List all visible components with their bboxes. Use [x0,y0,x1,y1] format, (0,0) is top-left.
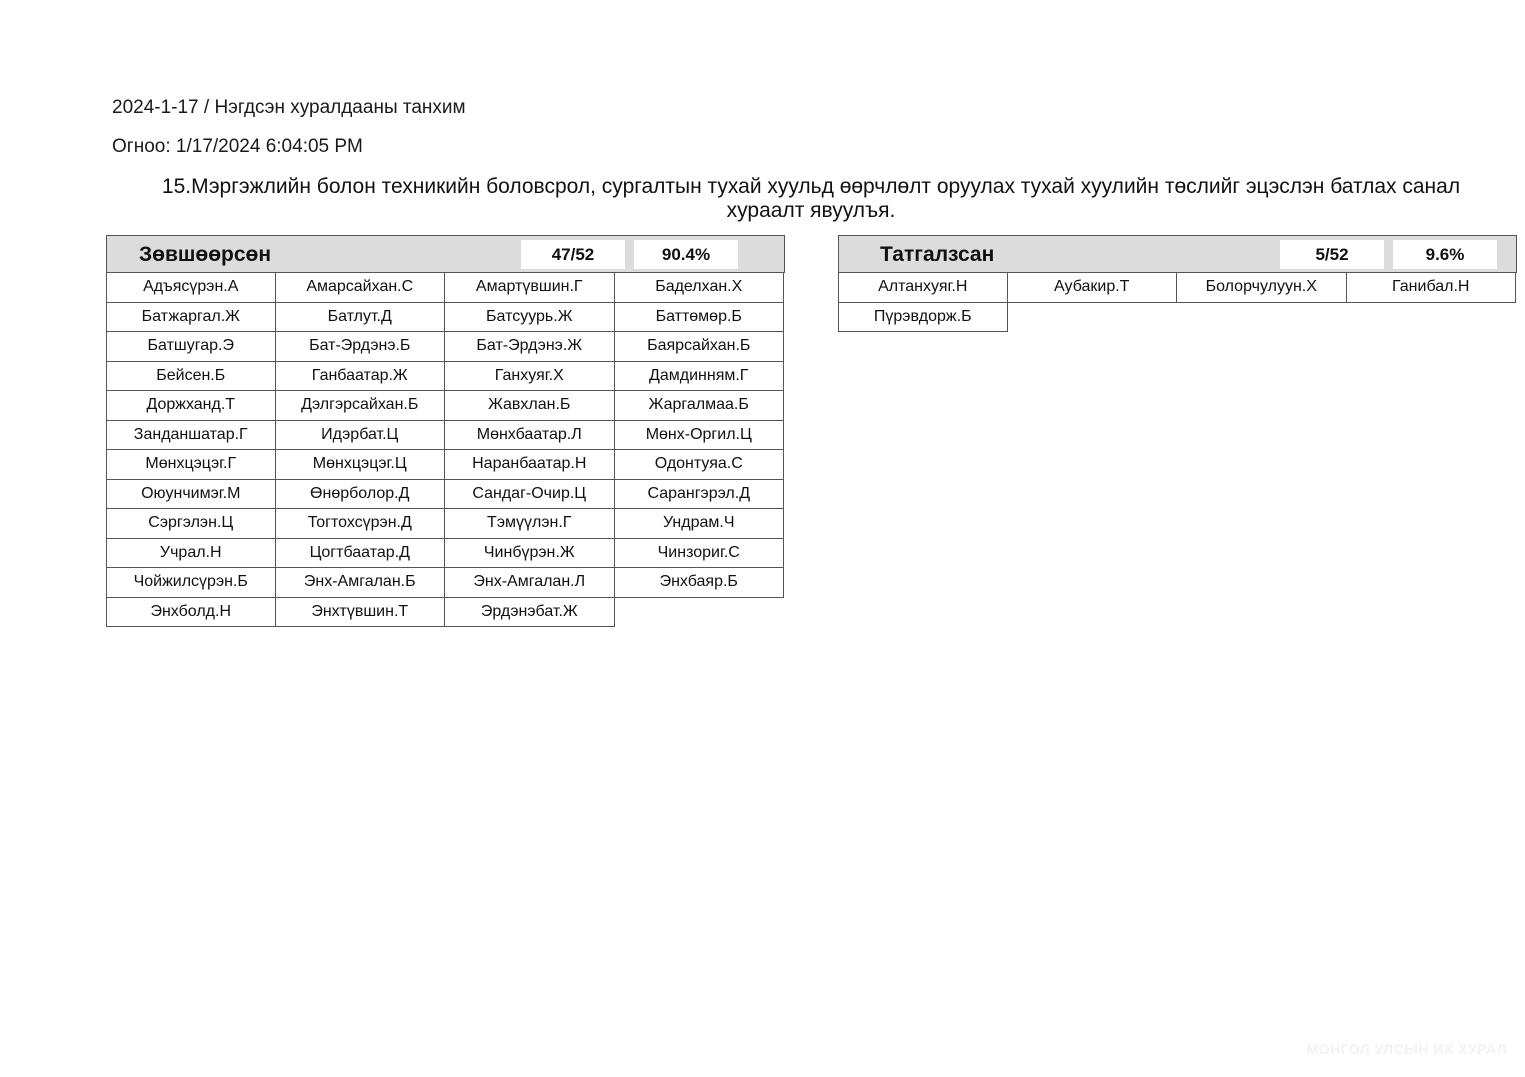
approved-count: 47/52 [521,240,625,269]
member-name-cell: Баярсайхан.Б [614,331,785,362]
watermark: МОНГОЛ УЛСЫН ИХ ХУРАЛ [1306,1041,1507,1057]
approved-percent: 90.4% [634,240,738,269]
member-name-cell: Мөнхцэцэг.Ц [275,449,446,480]
rejected-members-grid [838,273,1517,332]
member-name-cell: Дамдинням.Г [614,361,785,392]
member-name-cell: Учрал.Н [106,538,276,569]
member-name-cell: Занданшатар.Г [106,420,276,451]
member-name-cell: Чойжилсүрэн.Б [106,567,276,598]
member-name-cell: Энх-Амгалан.Б [275,567,446,598]
member-name-cell: Наранбаатар.Н [444,449,615,480]
date-line [112,136,363,158]
approved-panel [106,235,785,627]
member-name-cell: Амарсайхан.С [275,272,446,303]
member-name-cell: Эрдэнэбат.Ж [444,597,615,628]
member-name-cell: Өнөрболор.Д [275,479,446,510]
member-name-cell: Ганибал.Н [1346,272,1517,303]
member-name-cell: Мөнх-Оргил.Ц [614,420,785,451]
member-name-cell: Аубакир.Т [1007,272,1178,303]
meeting-title: 2024-1-17 / Нэгдсэн хуралдааны танхим [112,97,466,118]
member-name-cell: Тэмүүлэн.Г [444,508,615,539]
member-name-cell: Энхбаяр.Б [614,567,785,598]
member-name-cell: Мөнхцэцэг.Г [106,449,276,480]
member-name-cell: Жаргалмаа.Б [614,390,785,421]
approved-label: Зөвшөөрсөн [139,243,272,266]
member-name-cell: Бат-Эрдэнэ.Б [275,331,446,362]
member-name-cell: Идэрбат.Ц [275,420,446,451]
member-name-cell: Энхтүвшин.Т [275,597,446,628]
rejected-header [838,235,1517,273]
member-name-cell: Батжаргал.Ж [106,302,276,333]
member-name-cell: Доржханд.Т [106,390,276,421]
member-name-cell: Адъясүрэн.А [106,272,276,303]
member-name-cell: Амартүвшин.Г [444,272,615,303]
rejected-label: Татгалзсан [880,243,995,266]
member-name-cell: Бат-Эрдэнэ.Ж [444,331,615,362]
rejected-count: 5/52 [1280,240,1384,269]
member-name-cell: Мөнхбаатар.Л [444,420,615,451]
member-name-cell: Баттөмөр.Б [614,302,785,333]
member-name-cell: Энхболд.Н [106,597,276,628]
member-name-cell: Батсуурь.Ж [444,302,615,333]
member-name-cell: Чинзориг.С [614,538,785,569]
approved-header [106,235,785,273]
member-name-cell: Энх-Амгалан.Л [444,567,615,598]
member-name-cell: Батшугар.Э [106,331,276,362]
member-name-cell: Ундрам.Ч [614,508,785,539]
member-name-cell: Сэргэлэн.Ц [106,508,276,539]
member-name-cell: Баделхан.Х [614,272,785,303]
date-value: 1/17/2024 6:04:05 PM [175,136,363,157]
member-name-cell: Чинбүрэн.Ж [444,538,615,569]
member-name-cell: Дэлгэрсайхан.Б [275,390,446,421]
member-name-cell: Тогтохсүрэн.Д [275,508,446,539]
member-name-cell: Одонтуяа.С [614,449,785,480]
member-name-cell: Ганхуяг.Х [444,361,615,392]
rejected-panel [838,235,1517,332]
member-name-cell: Болорчулуун.Х [1176,272,1347,303]
member-name-cell: Батлут.Д [275,302,446,333]
member-name-cell: Оюунчимэг.М [106,479,276,510]
member-name-cell: Ганбаатар.Ж [275,361,446,392]
approved-members-grid [106,273,785,627]
motion-title: 15.Мэргэжлийн болон техникийн боловсрол, сургалтын тухай хуульд өөрчлөлт оруулах тухай хуулийн төслийг эцэслэн батлах санал хураалт явуулъя. [161,175,1461,222]
member-name-cell: Цогтбаатар.Д [275,538,446,569]
rejected-percent: 9.6% [1393,240,1497,269]
member-name-cell: Алтанхуяг.Н [838,272,1008,303]
member-name-cell: Жавхлан.Б [444,390,615,421]
date-label: Огноо: [112,136,171,157]
member-name-cell: Бейсен.Б [106,361,276,392]
member-name-cell: Сандаг-Очир.Ц [444,479,615,510]
member-name-cell: Сарангэрэл.Д [614,479,785,510]
member-name-cell: Пүрэвдорж.Б [838,302,1008,333]
